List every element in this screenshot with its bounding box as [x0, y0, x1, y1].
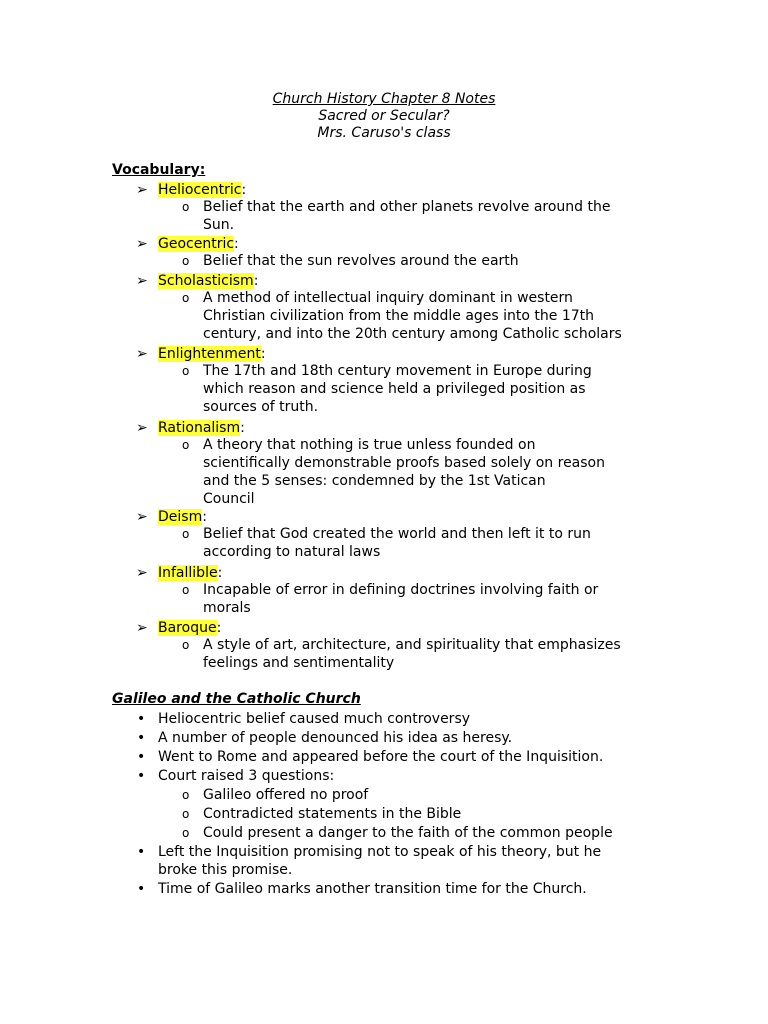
circle-bullet-icon: o — [182, 527, 190, 541]
definition-line: Sun. — [203, 217, 235, 233]
bullet-dot-icon: • — [137, 844, 146, 860]
bullet-line: Heliocentric belief caused much controversy — [158, 711, 471, 727]
definition-line: Council — [203, 491, 255, 507]
bullet-line: A number of people denounced his idea as heresy. — [158, 730, 513, 746]
document-subtitle: Sacred or Secular? — [318, 108, 450, 124]
bullet-text — [158, 729, 658, 747]
galileo-heading: Galileo and the Catholic Church — [112, 691, 361, 707]
definition-line: morals — [203, 600, 251, 616]
bullet-dot-icon: • — [137, 730, 146, 746]
vocabulary-heading: Vocabulary: — [112, 162, 206, 178]
definition-line: century, and into the 20th century among Catholic scholars — [203, 326, 622, 342]
vocab-term: Enlightenment: — [158, 346, 266, 362]
circle-bullet-icon: o — [182, 438, 190, 452]
arrow-bullet-icon: ➢ — [136, 620, 148, 636]
circle-bullet-icon: o — [182, 200, 190, 214]
definition-line: A method of intellectual inquiry dominant in western — [203, 290, 573, 306]
circle-bullet-icon: o — [182, 788, 190, 802]
document-title: Church History Chapter 8 Notes — [272, 91, 496, 107]
bullet-text — [158, 748, 658, 766]
definition-text — [203, 289, 663, 343]
bullet-dot-icon: • — [137, 768, 146, 784]
definition-text — [203, 436, 663, 508]
definition-text — [203, 198, 663, 234]
definition-line: Christian civilization from the middle ages into the 17th — [203, 308, 595, 324]
circle-bullet-icon: o — [182, 807, 190, 821]
bullet-line: Left the Inquisition promising not to speak of his theory, but he — [158, 844, 602, 860]
bullet-dot-icon: • — [137, 881, 146, 897]
bullet-text — [158, 843, 658, 879]
circle-bullet-icon: o — [182, 583, 190, 597]
bullet-dot-icon: • — [137, 749, 146, 765]
definition-line: Incapable of error in defining doctrines involving faith or — [203, 582, 599, 598]
definition-line: Belief that the earth and other planets revolve around the — [203, 199, 611, 215]
definition-line: A style of art, architecture, and spirituality that emphasizes — [203, 637, 621, 653]
bullet-line: broke this promise. — [158, 862, 293, 878]
bullet-text — [158, 767, 658, 785]
definition-line: Belief that the sun revolves around the earth — [203, 253, 519, 269]
definition-line: which reason and science held a privileged position as — [203, 381, 586, 397]
document-header — [0, 91, 768, 142]
definition-line: sources of truth. — [203, 399, 319, 415]
definition-text — [203, 362, 663, 416]
vocab-term: Deism: — [158, 509, 207, 525]
subitem-text: Galileo offered no proof — [203, 787, 369, 803]
teacher-name: Mrs. Caruso's class — [317, 125, 451, 141]
vocab-term: Baroque: — [158, 620, 222, 636]
arrow-bullet-icon: ➢ — [136, 420, 148, 436]
definition-line: feelings and sentimentality — [203, 655, 395, 671]
definition-line: and the 5 senses: condemned by the 1st Vatican — [203, 473, 546, 489]
definition-line: The 17th and 18th century movement in Europe during — [203, 363, 592, 379]
definition-line: A theory that nothing is true unless founded on — [203, 437, 536, 453]
bullet-text — [158, 710, 658, 728]
subitem-text: Could present a danger to the faith of the common people — [203, 825, 613, 841]
circle-bullet-icon: o — [182, 291, 190, 305]
vocab-term: Heliocentric: — [158, 182, 247, 198]
bullet-line: Court raised 3 questions: — [158, 768, 335, 784]
circle-bullet-icon: o — [182, 826, 190, 840]
arrow-bullet-icon: ➢ — [136, 346, 148, 362]
vocab-term: Geocentric: — [158, 236, 239, 252]
definition-line: according to natural laws — [203, 544, 381, 560]
vocab-term: Scholasticism: — [158, 273, 259, 289]
bullet-line: Time of Galileo marks another transition time for the Church. — [158, 881, 587, 897]
arrow-bullet-icon: ➢ — [136, 565, 148, 581]
arrow-bullet-icon: ➢ — [136, 236, 148, 252]
arrow-bullet-icon: ➢ — [136, 273, 148, 289]
bullet-line: Went to Rome and appeared before the court of the Inquisition. — [158, 749, 604, 765]
term-highlight: Geocentric — [158, 236, 235, 252]
circle-bullet-icon: o — [182, 254, 190, 268]
term-highlight: Infallible — [158, 565, 218, 581]
term-highlight: Baroque — [158, 620, 217, 636]
definition-text — [203, 636, 663, 672]
definition-line: scientifically demonstrable proofs based solely on reason — [203, 455, 605, 471]
bullet-text — [158, 880, 658, 898]
circle-bullet-icon: o — [182, 364, 190, 378]
bullet-dot-icon: • — [137, 711, 146, 727]
term-highlight: Enlightenment — [158, 346, 261, 362]
subitem-text: Contradicted statements in the Bible — [203, 806, 462, 822]
circle-bullet-icon: o — [182, 638, 190, 652]
vocab-term: Infallible: — [158, 565, 223, 581]
arrow-bullet-icon: ➢ — [136, 509, 148, 525]
definition-text — [203, 252, 663, 270]
definition-text — [203, 525, 663, 561]
term-highlight: Scholasticism — [158, 273, 254, 289]
term-highlight: Rationalism — [158, 420, 241, 436]
term-highlight: Heliocentric — [158, 182, 242, 198]
vocab-term: Rationalism: — [158, 420, 245, 436]
definition-text — [203, 581, 663, 617]
arrow-bullet-icon: ➢ — [136, 182, 148, 198]
definition-line: Belief that God created the world and then left it to run — [203, 526, 591, 542]
term-highlight: Deism — [158, 509, 203, 525]
